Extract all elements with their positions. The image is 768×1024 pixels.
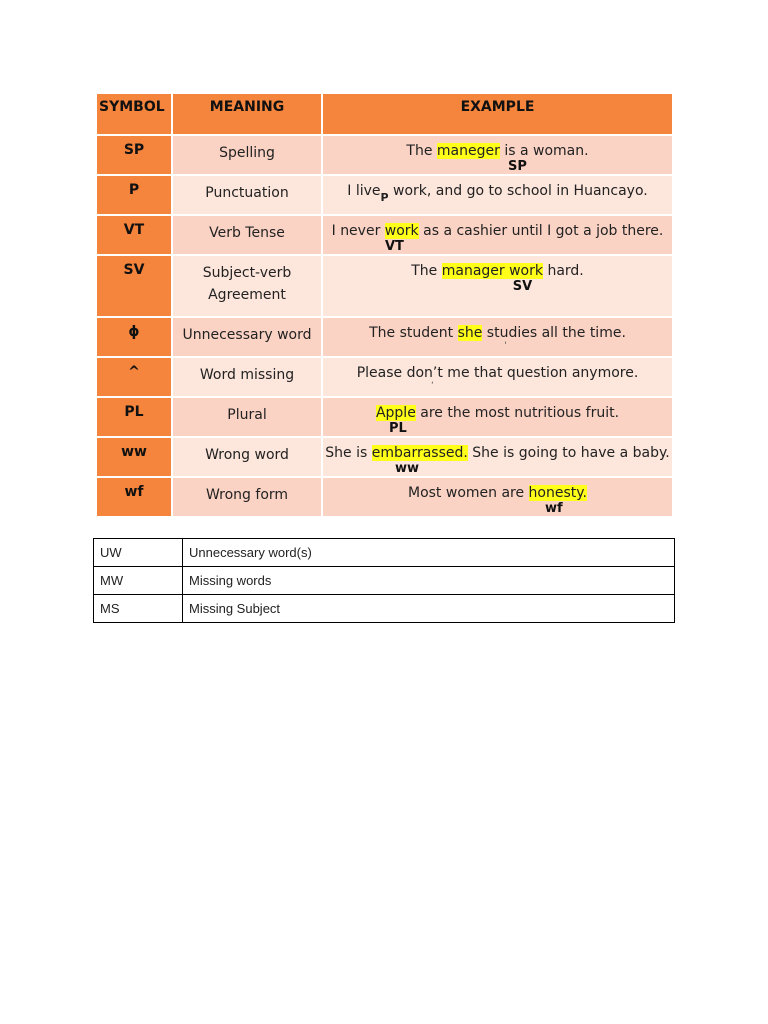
example-text: me that question anymore. <box>442 365 639 381</box>
example-text: The student <box>369 325 458 341</box>
abbr-code: MS <box>94 595 183 623</box>
abbreviations-table <box>93 538 675 623</box>
example-cell <box>322 397 673 437</box>
error-tag: P <box>380 191 389 204</box>
table-row <box>96 477 673 517</box>
abbr-meaning: Missing Subject <box>183 595 675 623</box>
symbol-cell: VT <box>96 215 172 255</box>
table-row <box>96 215 673 255</box>
error-tag: SP <box>508 159 527 174</box>
example-header: EXAMPLE <box>322 93 673 135</box>
meaning-line: Subject-verb <box>202 265 292 281</box>
highlighted-error: work <box>384 223 419 239</box>
highlighted-error: maneger <box>436 143 500 159</box>
meaning-cell: Wrong form <box>172 477 322 517</box>
highlighted-error: manager work <box>441 263 543 279</box>
symbol-cell: ɸ <box>96 317 172 357</box>
example-text: as a cashier until I got a job there. <box>418 223 664 239</box>
example-text: studies all the time. <box>482 325 626 341</box>
error-tag: PL <box>389 421 407 436</box>
example-cell <box>322 437 673 477</box>
highlighted-error: Apple <box>375 405 416 421</box>
error-mark: ‘ <box>431 381 434 391</box>
example-text: The <box>406 143 437 159</box>
example-text: are the most nutritious fruit. <box>415 405 620 421</box>
example-text: I live <box>347 183 381 199</box>
example-cell <box>322 255 673 317</box>
example-text: is a woman. <box>499 143 589 159</box>
abbr-code: UW <box>94 539 183 567</box>
error-mark: ' <box>504 341 507 351</box>
example-text: hard. <box>543 263 584 279</box>
example-cell <box>322 317 673 357</box>
symbol-cell: P <box>96 175 172 215</box>
meaning-cell: Unnecessary word <box>172 317 322 357</box>
table-row <box>94 539 675 567</box>
table-row <box>96 317 673 357</box>
symbol-header: SYMBOL <box>96 93 172 135</box>
meaning-cell: Spelling <box>172 135 322 175</box>
example-cell <box>322 357 673 397</box>
highlighted-error: she <box>457 325 483 341</box>
table-row <box>96 357 673 397</box>
example-text: I never <box>331 223 385 239</box>
meaning-cell: Punctuation <box>172 175 322 215</box>
highlighted-error: embarrassed. <box>371 445 468 461</box>
meaning-cell: Plural <box>172 397 322 437</box>
error-tag: VT <box>385 239 404 254</box>
meaning-cell: Wrong word <box>172 437 322 477</box>
meaning-line: Agreement <box>208 287 286 303</box>
table-row <box>96 397 673 437</box>
error-tag: wf <box>545 501 563 516</box>
symbol-cell: SP <box>96 135 172 175</box>
symbol-cell: wf <box>96 477 172 517</box>
table-row <box>96 175 673 215</box>
correction-symbols-table <box>95 92 674 518</box>
example-text: Please don’t <box>356 365 443 381</box>
example-cell <box>322 175 673 215</box>
table-row <box>96 255 673 317</box>
table-row <box>96 135 673 175</box>
abbr-meaning: Missing words <box>183 567 675 595</box>
meaning-cell: Word missing <box>172 357 322 397</box>
example-text: Most women are <box>407 485 529 501</box>
abbr-code: MW <box>94 567 183 595</box>
table-row <box>94 595 675 623</box>
example-cell <box>322 477 673 517</box>
example-text: She is <box>325 445 372 461</box>
example-text: The <box>411 263 442 279</box>
example-cell <box>322 135 673 175</box>
error-tag: ww <box>395 461 420 476</box>
symbol-cell: ww <box>96 437 172 477</box>
meaning-cell <box>172 255 322 317</box>
example-text: She is going to have a baby. <box>467 445 670 461</box>
meaning-header: MEANING <box>172 93 322 135</box>
error-tag: SV <box>512 279 533 294</box>
highlighted-error: honesty. <box>528 485 587 501</box>
example-text: work, and go to school in Huancayo. <box>388 183 648 199</box>
symbol-cell: PL <box>96 397 172 437</box>
table-row <box>94 567 675 595</box>
table-row <box>96 437 673 477</box>
example-cell <box>322 215 673 255</box>
symbol-cell: SV <box>96 255 172 317</box>
header-row <box>96 93 673 135</box>
meaning-cell: Verb Tense <box>172 215 322 255</box>
symbol-cell: ^ <box>96 357 172 397</box>
abbr-meaning: Unnecessary word(s) <box>183 539 675 567</box>
